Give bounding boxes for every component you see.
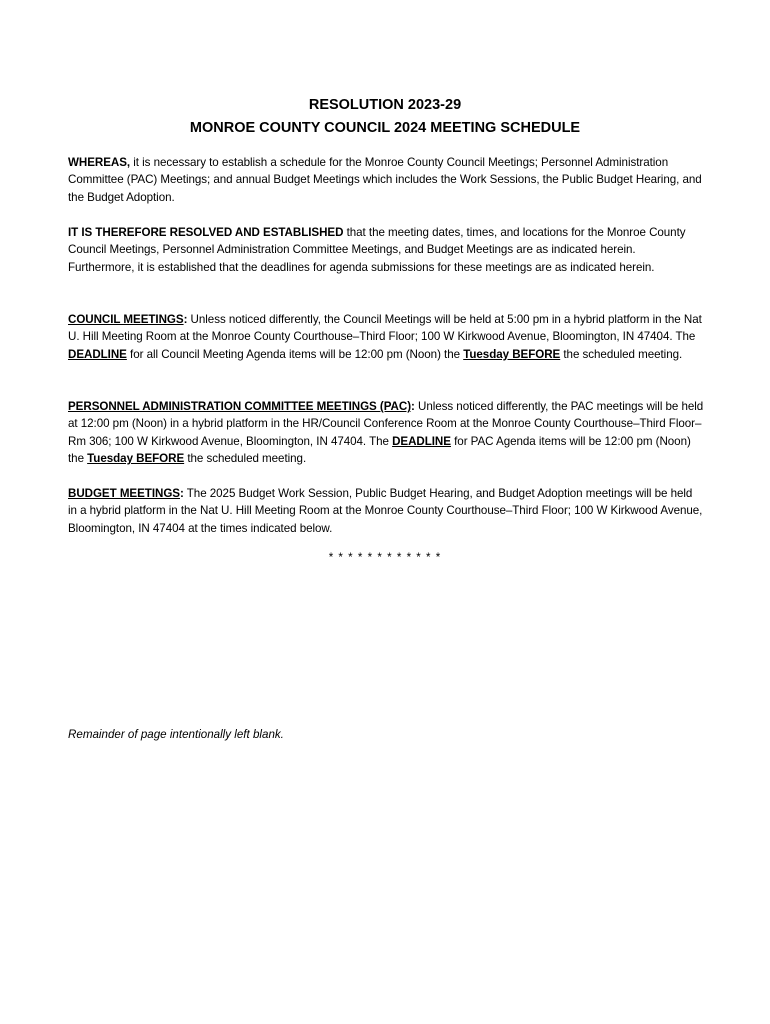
pac-meetings-text-3: the scheduled meeting.	[184, 452, 307, 466]
resolved-lead: IT IS THEREFORE RESOLVED AND ESTABLISHED	[68, 226, 344, 239]
council-meetings-colon: :	[183, 313, 188, 326]
pac-meetings-paragraph	[68, 398, 704, 468]
pac-meetings-text-2: for PAC Agenda items will be 12:00 pm (Noon) the	[68, 434, 691, 466]
pac-meetings-heading: PERSONNEL ADMINISTRATION COMMITTEE MEETINGS (PAC)	[68, 400, 412, 413]
council-meetings-paragraph	[68, 311, 704, 363]
budget-meetings-heading: BUDGET MEETINGS	[68, 487, 180, 500]
resolved-text: that the meeting dates, times, and locations for the Monroe County Council Meetings, Personnel Administration Committee Meetings, and Budget Meetings are as indicated herein. Furthermore, it is established that the deadlines for agenda submissions for these meetings are as indicated herein.	[68, 226, 686, 274]
council-meetings-text-2: for all Council Meeting Agenda items will be 12:00 pm (Noon) the	[126, 347, 464, 361]
whereas-lead: WHEREAS,	[68, 156, 131, 169]
schedule-title: MONROE COUNTY COUNCIL 2024 MEETING SCHEDULE	[189, 120, 581, 136]
budget-meetings-paragraph	[68, 485, 704, 537]
budget-meetings-text: The 2025 Budget Work Session, Public Budget Hearing, and Budget Adoption meetings will be held in a hybrid platform in the Nat U. Hill Meeting Room at the Monroe County Courthouse–Third Floor; 100 W Kirkwood Avenue, Bloomington, IN 47404 at the times indicated below.	[68, 487, 703, 535]
pac-meetings-text-1: Unless noticed differently, the PAC meetings will be held at 12:00 pm (Noon) in a hybrid platform in the HR/Council Conference Room at the Monroe County Courthouse–Third Floor–Rm 306; 100 W Kirkwood Avenue, Bloomington, IN 47404. The	[68, 400, 704, 448]
resolution-number: RESOLUTION 2023-29	[308, 97, 462, 113]
whereas-paragraph	[68, 154, 704, 206]
pac-meetings-colon: :	[411, 400, 415, 413]
council-meetings-text-3: the scheduled meeting.	[560, 347, 683, 361]
pac-deadline-label: DEADLINE	[392, 434, 451, 448]
council-tuesday-before: Tuesday BEFORE	[463, 347, 561, 361]
budget-meetings-colon: :	[179, 487, 184, 500]
resolved-paragraph	[68, 224, 704, 276]
section-separator: * * * * * * * * * * * *	[328, 551, 442, 564]
council-deadline-label: DEADLINE	[68, 347, 127, 361]
pac-tuesday-before: Tuesday BEFORE	[87, 452, 185, 466]
council-meetings-heading: COUNCIL MEETINGS	[68, 313, 184, 326]
blank-page-note: Remainder of page intentionally left blank.	[68, 728, 284, 741]
whereas-text: it is necessary to establish a schedule for the Monroe County Council Meetings; Personnel Administration Committee (PAC) Meetings; and annual Budget Meetings which includes the Work Sessions, the Public Budget Hearing, and the Budget Adoption.	[68, 156, 702, 204]
document-title	[0, 94, 770, 140]
council-meetings-text-1: Unless noticed differently, the Council Meetings will be held at 5:00 pm in a hybrid platform in the Nat U. Hill Meeting Room at the Monroe County Courthouse–Third Floor; 100 W Kirkwood Avenue, Bloomington, IN 47404. The	[68, 313, 702, 344]
